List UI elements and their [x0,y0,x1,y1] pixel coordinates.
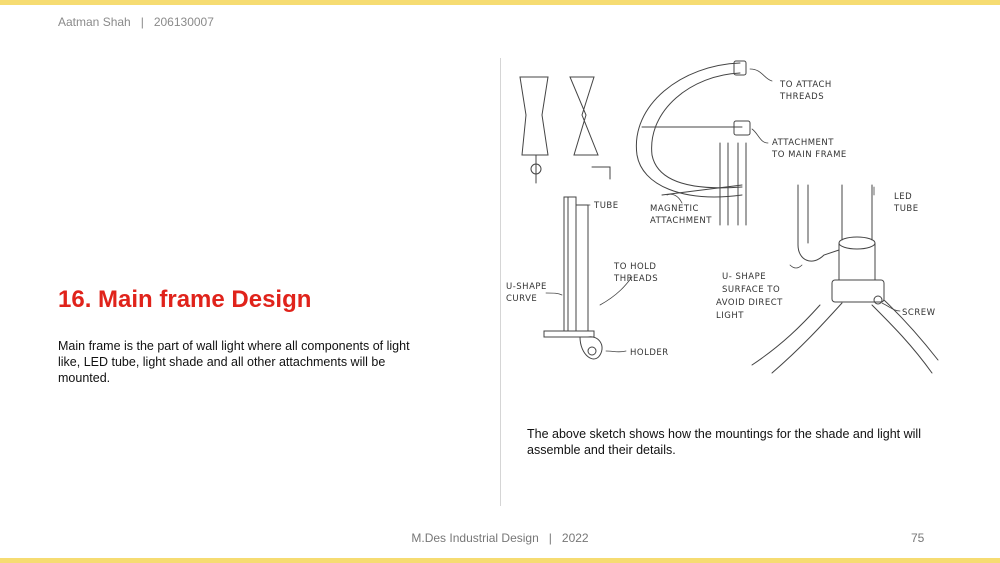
label-attach-threads-2: THREADS [780,92,825,102]
label-ushape-curve-2: CURVE [506,294,538,304]
lamp-sketch-side [570,77,610,179]
top-accent-band [0,0,1000,5]
label-magnetic: MAGNETIC [650,204,699,214]
footer-course: M.Des Industrial Design | 2022 [411,531,589,545]
label-led-2: TUBE [894,204,919,214]
label-ushape-surface-2: SURFACE TO [722,285,781,295]
label-led: LED [894,192,913,202]
author-header: Aatman Shah | 206130007 [58,15,214,29]
label-hold-threads-2: THREADS [614,274,659,284]
bottom-accent-band [0,558,1000,563]
label-attachment: ATTACHMENT [772,138,834,148]
label-ushape-surface-4: LIGHT [716,311,744,321]
sketch-caption: The above sketch shows how the mountings for the shade and light will assemble and their details. [527,427,921,457]
label-holder: HOLDER [630,348,669,358]
column-divider [500,58,501,506]
main-frame-sketch [502,55,942,385]
slide-description: Main frame is the part of wall light where all components of light like, LED tube, light shade and all other attachments will be mounted. [58,339,410,385]
label-magnetic-2: ATTACHMENT [650,216,712,226]
label-hold-threads: TO HOLD [614,262,657,272]
page-number: 75 [911,531,925,545]
lamp-sketch-front [520,77,548,183]
label-tube: TUBE [594,201,619,211]
label-attachment-2: TO MAIN FRAME [772,150,847,160]
tube-and-holder [544,197,602,359]
label-ushape-surface: U- SHAPE [722,272,767,282]
label-ushape-surface-3: AVOID DIRECT [716,298,783,308]
slide-title: 16. Main frame Design [58,286,312,313]
label-screw: SCREW [902,308,936,318]
label-ushape-curve: U-SHAPE [506,282,547,292]
shade-frame-arc [636,61,750,225]
label-attach-threads: TO ATTACH [780,80,832,90]
sketch-labels [506,80,936,358]
